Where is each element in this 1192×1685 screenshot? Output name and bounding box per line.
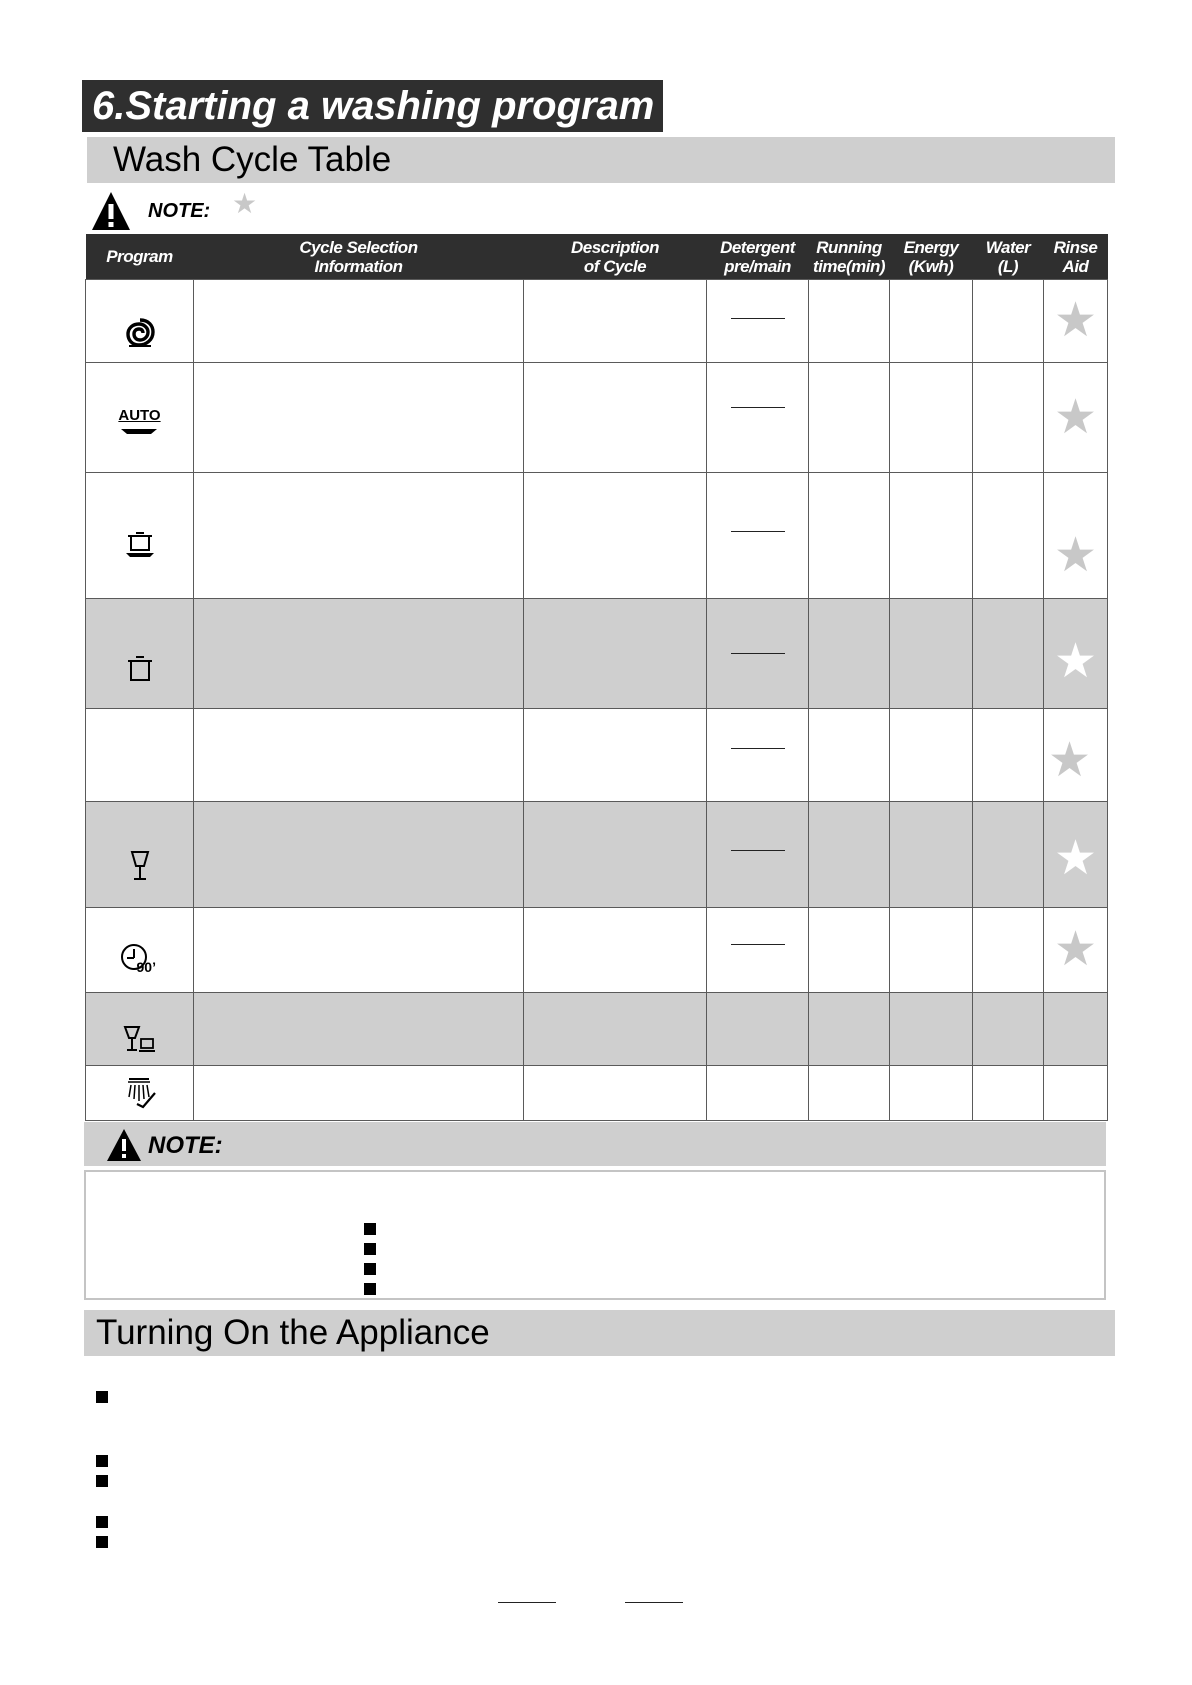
column-header	[890, 234, 973, 280]
rinse-aid-cell	[1044, 599, 1108, 709]
program-cell	[86, 280, 194, 363]
column-header-line1: Rinse	[1053, 237, 1098, 257]
table-row	[86, 709, 1108, 802]
table-row	[86, 280, 1108, 363]
note-box	[84, 1170, 1106, 1300]
detergent-dash	[731, 318, 785, 319]
pot-with-plate-icon	[123, 532, 157, 558]
column-header-line2: (L)	[997, 256, 1019, 276]
wash-cycle-table-heading: Wash Cycle Table	[87, 137, 1115, 183]
bullet-square	[364, 1223, 376, 1235]
warning-icon	[106, 1128, 142, 1162]
detergent-cell	[707, 802, 809, 908]
cycle-info-cell	[194, 993, 524, 1066]
intensive-program-icon	[123, 316, 157, 350]
column-header-line1: Program	[106, 247, 173, 266]
bullet-square	[364, 1263, 376, 1275]
clock-minutes-label: 90’	[136, 958, 156, 975]
column-header-line2: Aid	[1062, 256, 1089, 276]
bullet-square	[364, 1243, 376, 1255]
underline-rule	[625, 1602, 683, 1603]
column-header	[194, 234, 524, 280]
glass-icon	[129, 850, 151, 882]
description-cell	[524, 709, 707, 802]
program-cell	[86, 993, 194, 1066]
note-label: NOTE:	[148, 200, 211, 222]
table-row	[86, 802, 1108, 908]
bullet-square	[96, 1536, 108, 1548]
detergent-dash	[731, 850, 785, 851]
detergent-cell	[707, 709, 809, 802]
rinse-aid-cell	[1044, 802, 1108, 908]
warning-icon	[90, 190, 132, 232]
description-cell	[524, 908, 707, 993]
water-cell	[973, 1066, 1044, 1121]
rinse-aid-star-icon: ★	[1053, 294, 1098, 347]
rinse-aid-cell	[1044, 473, 1108, 599]
running-time-cell	[809, 709, 890, 802]
wash-cycle-table	[85, 234, 1108, 1121]
energy-cell	[890, 1066, 973, 1121]
running-time-cell	[809, 802, 890, 908]
water-cell	[973, 473, 1044, 599]
energy-cell	[890, 473, 973, 599]
table-row	[86, 599, 1108, 709]
rinse-aid-cell	[1044, 280, 1108, 363]
auto-icon-label: AUTO	[118, 406, 161, 424]
running-time-cell	[809, 993, 890, 1066]
program-cell	[86, 802, 194, 908]
auto-program-icon	[118, 408, 160, 439]
water-cell	[973, 908, 1044, 993]
table-row	[86, 473, 1108, 599]
90-minute-clock-icon	[120, 943, 164, 977]
cycle-info-cell	[194, 908, 524, 993]
column-header-line1: Cycle Selection	[299, 237, 418, 257]
bullet-square	[96, 1455, 108, 1467]
cycle-info-cell	[194, 599, 524, 709]
bullet-square	[364, 1283, 376, 1295]
column-header-line2: time(min)	[813, 256, 885, 276]
column-header-line2: (Kwh)	[908, 256, 954, 276]
description-cell	[524, 280, 707, 363]
cycle-info-cell	[194, 280, 524, 363]
column-header	[1044, 234, 1108, 280]
water-cell	[973, 280, 1044, 363]
running-time-cell	[809, 280, 890, 363]
detergent-cell	[707, 1066, 809, 1121]
table-row	[86, 363, 1108, 473]
column-header-line2: Information	[314, 256, 403, 276]
program-cell	[86, 599, 194, 709]
detergent-cell	[707, 599, 809, 709]
column-header	[86, 234, 194, 280]
detergent-cell	[707, 993, 809, 1066]
cycle-info-cell	[194, 363, 524, 473]
water-cell	[973, 993, 1044, 1066]
column-header-line1: Running	[816, 237, 882, 257]
description-cell	[524, 363, 707, 473]
bullet-square	[96, 1475, 108, 1487]
cycle-info-cell	[194, 473, 524, 599]
rinse-aid-star-icon: ★	[1053, 923, 1098, 976]
water-cell	[973, 363, 1044, 473]
description-cell	[524, 802, 707, 908]
detergent-dash	[731, 653, 785, 654]
column-header-line2: pre/main	[724, 256, 791, 276]
column-header-line2: of Cycle	[583, 256, 647, 276]
section-title: 6.Starting a washing program	[82, 80, 663, 132]
underline-rule	[498, 1602, 556, 1603]
plate-icon	[119, 427, 159, 435]
column-header	[524, 234, 707, 280]
column-header-line1: Description	[570, 237, 660, 257]
detergent-cell	[707, 363, 809, 473]
detergent-cell	[707, 908, 809, 993]
energy-cell	[890, 993, 973, 1066]
energy-cell	[890, 709, 973, 802]
description-cell	[524, 1066, 707, 1121]
water-cell	[973, 709, 1044, 802]
detergent-dash	[731, 944, 785, 945]
program-cell	[86, 1066, 194, 1121]
rinse-aid-cell	[1044, 1066, 1108, 1121]
rinse-aid-star-icon: ★	[1053, 390, 1098, 444]
program-cell	[86, 363, 194, 473]
column-header-line1: Water	[985, 237, 1031, 257]
rinse-aid-cell	[1044, 908, 1108, 993]
rinse-aid-star-icon: ★	[1053, 528, 1098, 582]
pot-icon	[125, 656, 155, 682]
column-header	[809, 234, 890, 280]
table-row	[86, 1066, 1108, 1121]
water-cell	[973, 599, 1044, 709]
rinse-spray-icon	[123, 1077, 157, 1109]
note-label: NOTE:	[148, 1132, 223, 1159]
detergent-cell	[707, 473, 809, 599]
column-header-line1: Energy	[903, 237, 959, 257]
table-header-row	[86, 234, 1108, 280]
detergent-cell	[707, 280, 809, 363]
star-icon: ★	[232, 188, 258, 219]
running-time-cell	[809, 363, 890, 473]
program-cell	[86, 709, 194, 802]
program-cell	[86, 473, 194, 599]
detergent-dash	[731, 531, 785, 532]
detergent-dash	[731, 748, 785, 749]
water-cell	[973, 802, 1044, 908]
running-time-cell	[809, 473, 890, 599]
cycle-info-cell	[194, 1066, 524, 1121]
cycle-info-cell	[194, 802, 524, 908]
running-time-cell	[809, 599, 890, 709]
rinse-aid-cell	[1044, 363, 1108, 473]
cycle-info-cell	[194, 709, 524, 802]
rinse-aid-star-icon: ★	[1053, 634, 1098, 688]
rinse-aid-cell	[1044, 993, 1108, 1066]
bullet-square	[96, 1516, 108, 1528]
running-time-cell	[809, 1066, 890, 1121]
description-cell	[524, 993, 707, 1066]
energy-cell	[890, 802, 973, 908]
table-row	[86, 908, 1108, 993]
turning-on-heading: Turning On the Appliance	[84, 1310, 1115, 1356]
description-cell	[524, 473, 707, 599]
glass-and-plate-icon	[123, 1025, 157, 1053]
energy-cell	[890, 599, 973, 709]
column-header	[707, 234, 809, 280]
rinse-aid-star-icon: ★	[1053, 831, 1098, 885]
note-bar	[84, 1122, 1106, 1166]
running-time-cell	[809, 908, 890, 993]
column-header-line1: Detergent	[720, 237, 795, 257]
description-cell	[524, 599, 707, 709]
program-cell	[86, 908, 194, 993]
rinse-aid-cell	[1044, 709, 1108, 802]
bullet-square	[96, 1391, 108, 1403]
energy-cell	[890, 363, 973, 473]
table-row	[86, 993, 1108, 1066]
energy-cell	[890, 908, 973, 993]
energy-cell	[890, 280, 973, 363]
column-header	[973, 234, 1044, 280]
detergent-dash	[731, 407, 785, 408]
rinse-aid-star-icon: ★	[1047, 734, 1092, 787]
